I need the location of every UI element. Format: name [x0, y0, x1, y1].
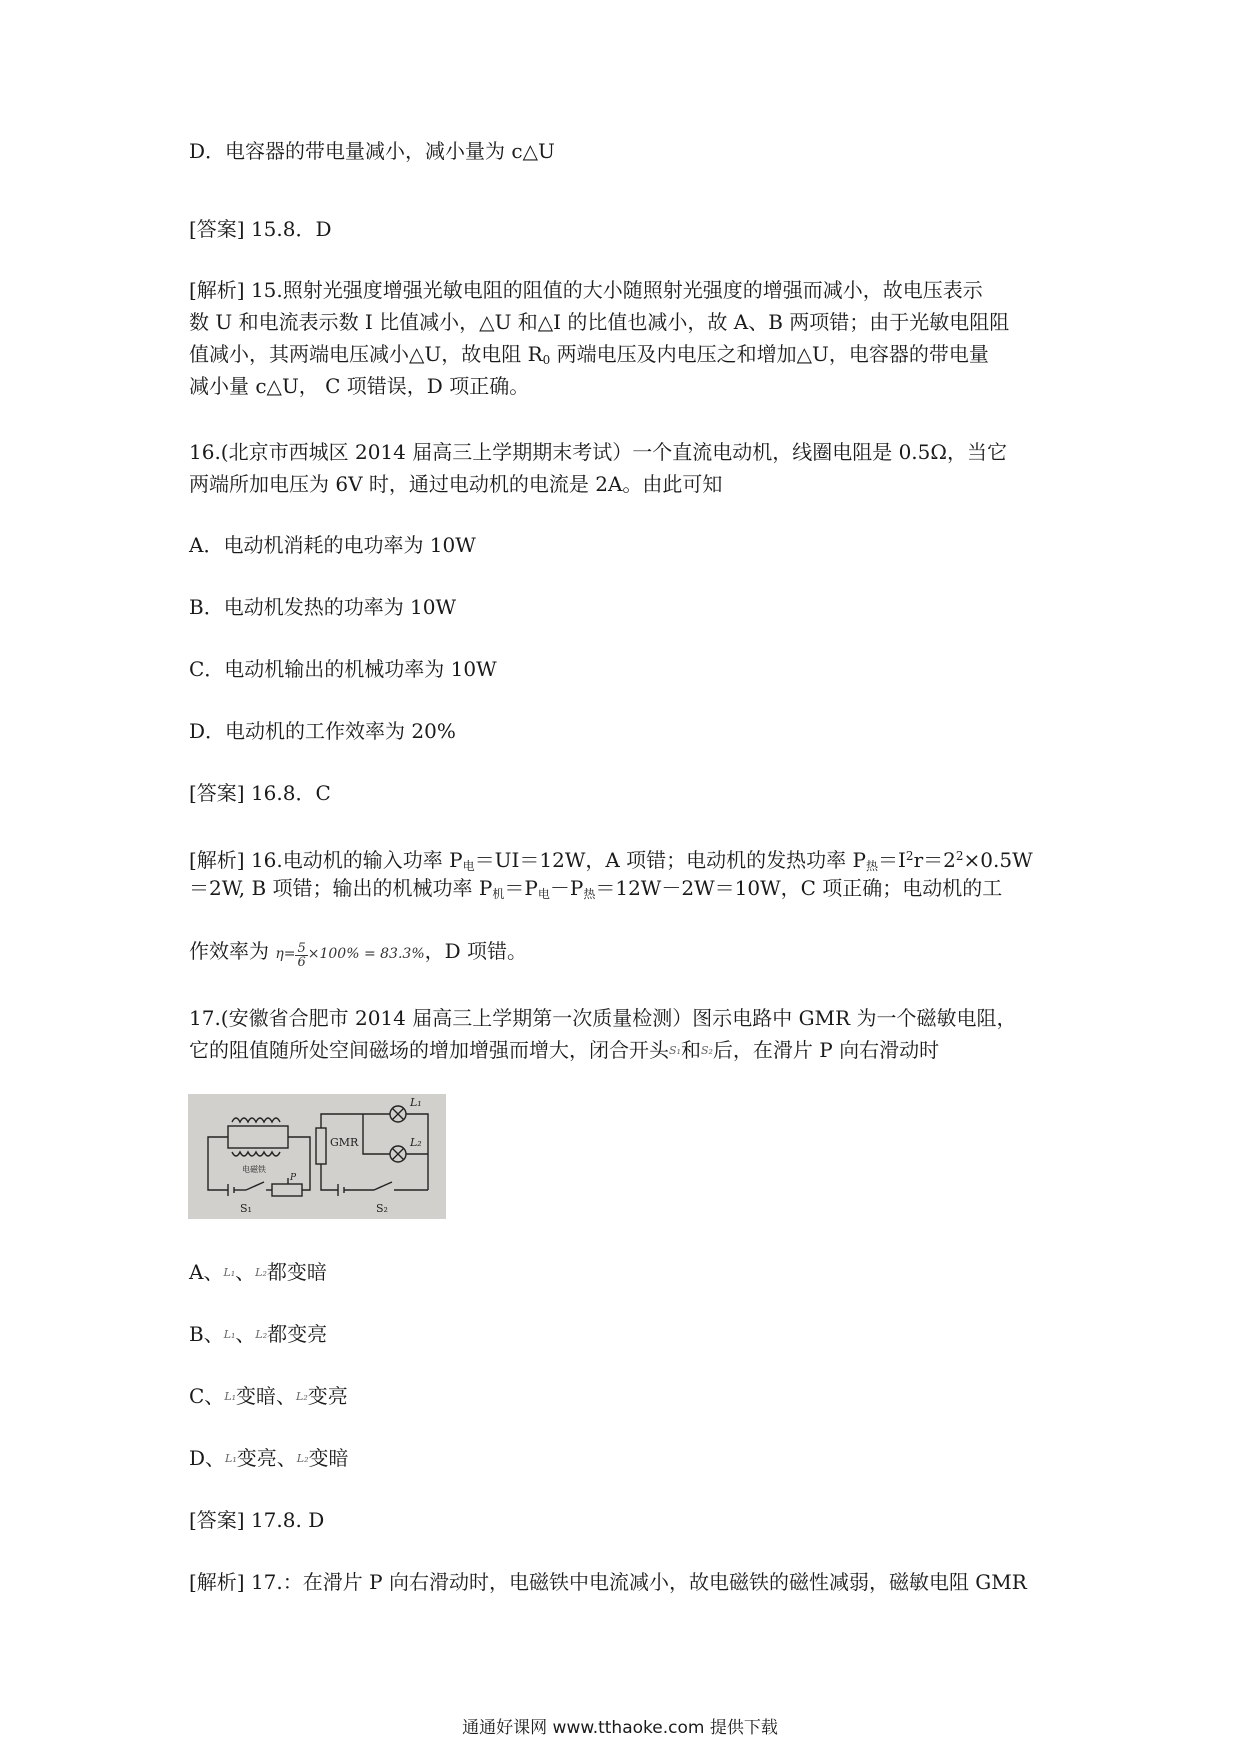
q16-stem-line-1: 16.(北京市西城区 2014 届高三上学期期末考试）一个直流电动机，线圈电阻是 0.5Ω，当它	[189, 440, 1007, 464]
efficiency-formula: η= $\frac{5}{6}$ ×100% = 83.3%	[275, 941, 425, 970]
q16-explanation-line-2: ＝2W, B 项错；输出的机械功率 $P_机=P_电-P_热=12W-2W=10W$，C 项正确；电动机的工	[189, 876, 1003, 901]
q17-option-a: A、L₁、L₂都变暗	[189, 1260, 327, 1284]
rheostat	[272, 1184, 302, 1196]
q17-answer: [答案] 17.8. D	[189, 1508, 325, 1532]
q15-option-d: D．电容器的带电量减小，减小量为 c△U	[189, 139, 555, 163]
s1-label: S₁	[240, 1202, 252, 1215]
s2-label: S₂	[376, 1202, 388, 1215]
gmr-label: GMR	[330, 1136, 359, 1149]
q17-explanation: [解析] 17.：在滑片 P 向右滑动时，电磁铁中电流减小，故电磁铁的磁性减弱，磁敏电阻 GMR	[189, 1570, 1027, 1594]
gmr-resistor	[316, 1128, 326, 1164]
q15-answer: [答案] 15.8．D	[189, 217, 332, 241]
q17-option-b: B、L₁、L₂都变亮	[189, 1322, 328, 1346]
q17-stem-line-2: 它的阻值随所处空间磁场的增加增强而增大，闭合开头S₁和S₂后，在滑片 P 向右滑动时	[189, 1038, 940, 1062]
subscript: 0	[542, 353, 551, 367]
q17-option-d: D、L₁变亮、L₂变暗	[189, 1446, 349, 1470]
q16-option-a: A．电动机消耗的电功率为 10W	[189, 533, 476, 557]
q17-option-c: C、L₁变暗、L₂变亮	[189, 1384, 348, 1408]
switch-s1	[246, 1182, 264, 1190]
left-circuit-wire	[208, 1137, 228, 1190]
page-footer: 通通好课网 www.tthaoke.com 提供下载	[462, 1718, 778, 1738]
electromagnet-coil-lower	[232, 1152, 280, 1156]
q15-explanation-line-2: 数 U 和电流表示数 I 比值减小，△U 和△I 的比值也减小，故 A、B 两项错；由于光敏电阻阻	[189, 310, 1010, 334]
p-label: P	[290, 1173, 297, 1183]
q15-explanation-line-3: 值减小，其两端电压减小△U，故电阻 $R_0$ 两端电压及内电压之和增加△U，电容器的带电量	[189, 342, 989, 367]
q16-option-b: B．电动机发热的功率为 10W	[189, 595, 457, 619]
l2-label: L₂	[410, 1136, 422, 1149]
circuit-diagram-svg	[188, 1094, 446, 1219]
q16-answer: [答案] 16.8．C	[189, 781, 331, 805]
switch-s2	[374, 1182, 392, 1190]
q16-explanation-line-1: [解析] 16.电动机的输入功率 $P_电=UI=12W$，A 项错；电动机的发热功率 $P_热=I^2r=2^2\times 0.5W$	[189, 848, 1033, 873]
coil-label: 电磁铁	[242, 1165, 266, 1174]
circuit-diagram	[188, 1094, 446, 1219]
q16-explanation-line-3: 作效率为 η= $\frac{5}{6}$ ×100% = 83.3%，D 项错。	[189, 939, 528, 970]
electromagnet-core	[228, 1126, 288, 1148]
fraction: $\frac{5}{6}$	[297, 941, 306, 970]
right-circuit-wire-bottom	[321, 1164, 338, 1190]
q16-option-d: D．电动机的工作效率为 20%	[189, 719, 456, 743]
q16-option-c: C．电动机输出的机械功率为 10W	[189, 657, 497, 681]
q16-stem-line-2: 两端所加电压为 6V 时，通过电动机的电流是 2A。由此可知	[189, 472, 723, 496]
q15-explanation-line-1: [解析] 15.照射光强度增强光敏电阻的阻值的大小随照射光强度的增强而减小，故电压表示	[189, 278, 983, 302]
q17-stem-line-1: 17.(安徽省合肥市 2014 届高三上学期第一次质量检测）图示电路中 GMR 为一个磁敏电阻，	[189, 1006, 1017, 1030]
q15-explanation-line-4: 减小量 c△U， C 项错误，D 项正确。	[189, 374, 530, 398]
electromagnet-coil	[232, 1118, 280, 1122]
right-circuit-wire-top	[321, 1114, 428, 1190]
l1-label: L₁	[410, 1096, 422, 1109]
